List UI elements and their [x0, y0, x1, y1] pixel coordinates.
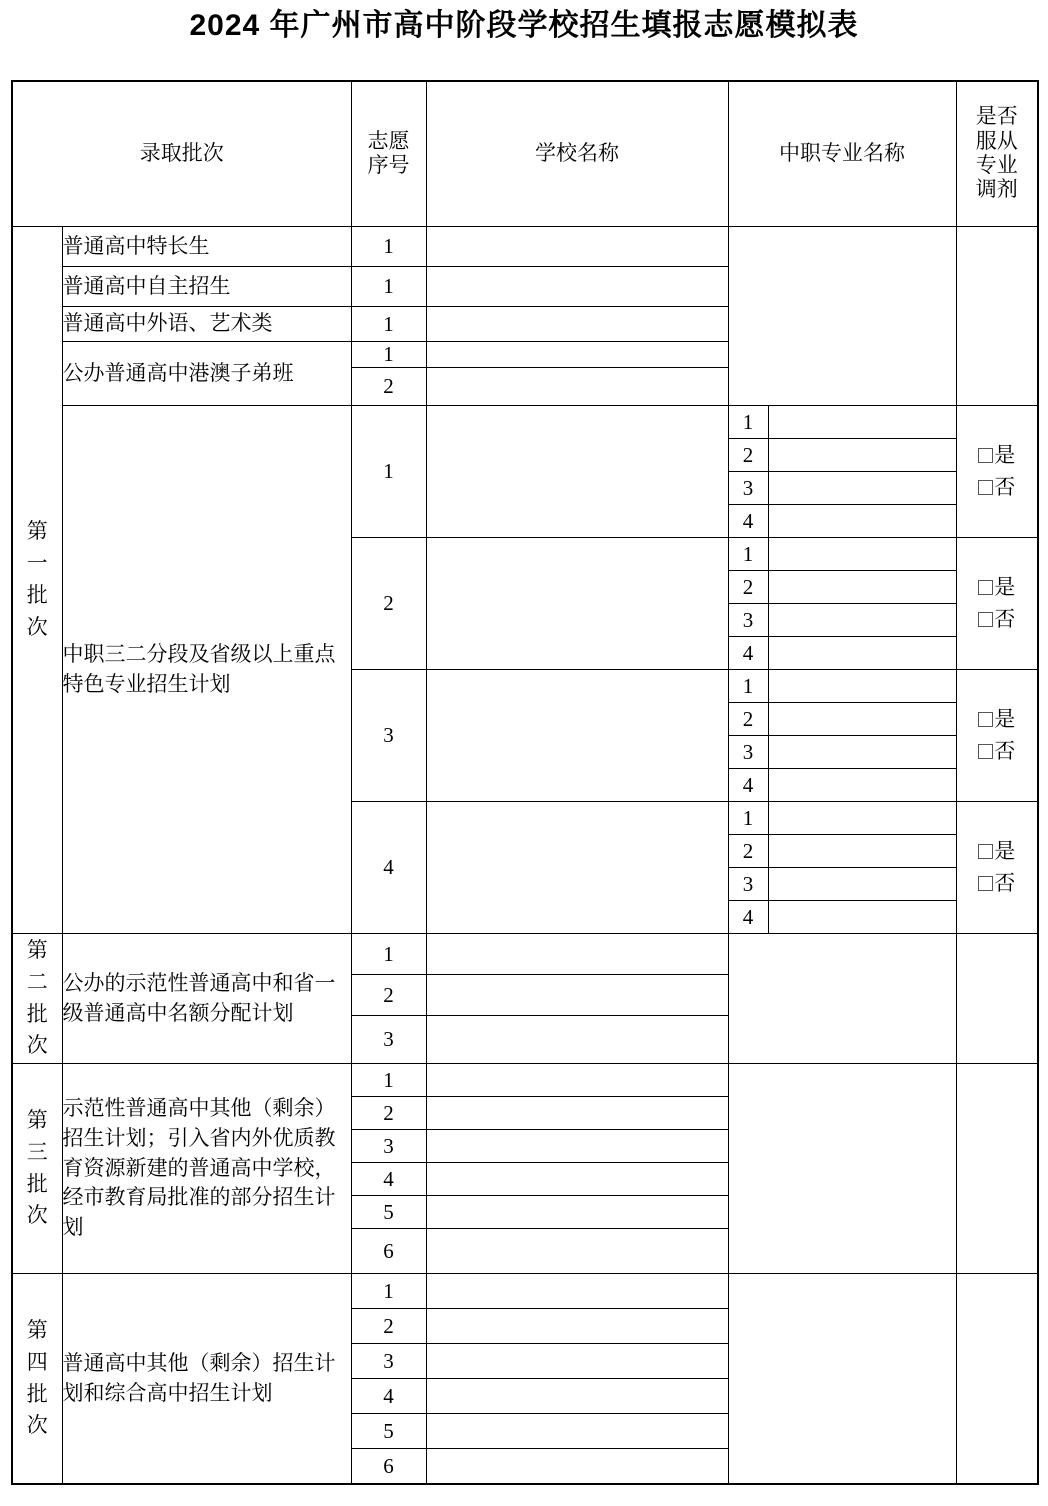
header-cell-school-name: 学校名称: [426, 81, 728, 227]
page-title: 2024 年广州市高中阶段学校招生填报志愿模拟表: [189, 9, 859, 42]
school-name-input-b3p1r2[interactable]: [426, 1097, 728, 1130]
major-name-input-b1p5w3s4[interactable]: [768, 769, 956, 802]
adjust-option-no-label-b1p5w2: 否: [994, 606, 1016, 631]
major-name-area-b2[interactable]: [728, 934, 956, 1064]
table-row: [12, 227, 1038, 267]
school-name-input-b2p1r2[interactable]: [426, 975, 728, 1016]
header-cell-wish-index: [351, 81, 426, 227]
batch-label-text-4: 第四批次: [26, 1317, 48, 1438]
checkbox-icon-yes-b1p5w3[interactable]: [978, 712, 993, 727]
school-name-input-b1p4r2[interactable]: [426, 368, 728, 406]
wish-index-cell-b3p1r3: 3: [351, 1130, 426, 1163]
wish-index-cell-b4p1r6: 6: [351, 1449, 426, 1485]
form-table-container: [0, 80, 1048, 1485]
school-name-input-b2p1r3[interactable]: [426, 1016, 728, 1064]
major-sub-index-b1p5w3s4: 4: [728, 769, 768, 802]
adjust-option-yes-label-b1p5w4: 是: [994, 839, 1016, 863]
plan-label-cell-b1p1: 普通高中特长生: [62, 227, 351, 267]
wish-index-cell-b1p5w1: 1: [351, 406, 426, 538]
batch-label-cell-2: [12, 934, 62, 1064]
adjust-option-no-b1p5w4[interactable]: [957, 868, 1038, 900]
major-sub-index-b1p5w1s1: 1: [728, 406, 768, 439]
plan-label-cell-b1p4: 公办普通高中港澳子弟班: [62, 342, 351, 406]
batch-label-cell-3: [12, 1064, 62, 1274]
checkbox-icon-yes-b1p5w4[interactable]: [978, 844, 993, 859]
plan-label-cell-b4p1: 普通高中其他（剩余）招生计划和综合高中招生计划: [62, 1274, 351, 1485]
wish-index-cell-b4p1r2: 2: [351, 1309, 426, 1344]
wish-index-cell-b4p1r4: 4: [351, 1379, 426, 1414]
school-name-input-b1p3r1[interactable]: [426, 307, 728, 342]
admission-wish-form-table: [11, 80, 1039, 1485]
major-sub-index-b1p5w2s1: 1: [728, 538, 768, 571]
header-adjust-line-3: 专业: [975, 154, 1018, 177]
adjust-option-no-b1p5w2[interactable]: [957, 604, 1038, 636]
major-name-area-b3[interactable]: [728, 1064, 956, 1274]
major-sub-index-b1p5w4s1: 1: [728, 802, 768, 835]
major-sub-index-b1p5w3s3: 3: [728, 736, 768, 769]
wish-index-cell-b1p5w3: 3: [351, 670, 426, 802]
wish-index-cell-b3p1r5: 5: [351, 1196, 426, 1229]
major-sub-index-b1p5w3s2: 2: [728, 703, 768, 736]
major-name-area-b1-top[interactable]: [728, 227, 956, 406]
wish-index-cell-b3p1r1: 1: [351, 1064, 426, 1097]
major-name-area-b4[interactable]: [728, 1274, 956, 1485]
adjust-checkbox-group-b1p5w2: [956, 538, 1038, 670]
school-name-input-b3p1r6[interactable]: [426, 1229, 728, 1274]
adjust-option-yes-b1p5w1[interactable]: [957, 440, 1038, 472]
table-row: [12, 934, 1038, 975]
adjust-area-b3: [956, 1064, 1038, 1274]
adjust-option-no-label-b1p5w1: 否: [994, 474, 1016, 499]
wish-index-cell-b4p1r3: 3: [351, 1344, 426, 1379]
major-sub-index-b1p5w1s4: 4: [728, 505, 768, 538]
major-name-input-b1p5w3s2[interactable]: [768, 703, 956, 736]
school-name-input-b3p1r4[interactable]: [426, 1163, 728, 1196]
header-adjust-line-4: 调剂: [975, 178, 1018, 202]
checkbox-icon-no-b1p5w4[interactable]: [978, 876, 993, 891]
wish-index-cell-b2p1r2: 2: [351, 975, 426, 1016]
wish-index-cell-b3p1r4: 4: [351, 1163, 426, 1196]
plan-label-cell-b1p3: 普通高中外语、艺术类: [62, 307, 351, 342]
wish-index-cell-b3p1r2: 2: [351, 1097, 426, 1130]
major-name-input-b1p5w2s4[interactable]: [768, 637, 956, 670]
major-sub-index-b1p5w2s3: 3: [728, 604, 768, 637]
batch-label-text-3: 第三批次: [26, 1107, 48, 1228]
adjust-option-no-label-b1p5w4: 否: [994, 870, 1016, 895]
checkbox-icon-no-b1p5w2[interactable]: [978, 612, 993, 627]
wish-index-cell-b4p1r5: 5: [351, 1414, 426, 1449]
adjust-option-yes-b1p5w2[interactable]: [957, 572, 1038, 604]
major-sub-index-b1p5w2s4: 4: [728, 637, 768, 670]
wish-index-cell-b3p1r6: 6: [351, 1229, 426, 1274]
school-name-input-b1p5w4[interactable]: [426, 802, 728, 934]
adjust-option-yes-label-b1p5w3: 是: [994, 707, 1016, 731]
school-name-input-b4p1r4[interactable]: [426, 1379, 728, 1414]
major-name-input-b1p5w4s3[interactable]: [768, 868, 956, 901]
wish-index-cell-b1p1r1: 1: [351, 227, 426, 267]
adjust-area-b4: [956, 1274, 1038, 1485]
batch-label-text-2: 第二批次: [26, 937, 48, 1058]
adjust-option-no-b1p5w1[interactable]: [957, 472, 1038, 504]
adjust-checkbox-group-b1p5w4: [956, 802, 1038, 934]
major-name-input-b1p5w3s3[interactable]: [768, 736, 956, 769]
wish-index-cell-b1p5w2: 2: [351, 538, 426, 670]
adjust-option-no-b1p5w3[interactable]: [957, 736, 1038, 768]
wish-index-cell-b1p2r1: 1: [351, 267, 426, 307]
wish-index-cell-b4p1r1: 1: [351, 1274, 426, 1309]
checkbox-icon-no-b1p5w1[interactable]: [978, 480, 993, 495]
adjust-option-yes-b1p5w3[interactable]: [957, 704, 1038, 736]
major-sub-index-b1p5w1s2: 2: [728, 439, 768, 472]
school-name-input-b1p4r1[interactable]: [426, 342, 728, 368]
wish-index-cell-b2p1r1: 1: [351, 934, 426, 975]
header-adjust-line-1: 是否: [975, 105, 1018, 129]
school-name-input-b4p1r2[interactable]: [426, 1309, 728, 1344]
table-row: [12, 1064, 1038, 1097]
major-sub-index-b1p5w1s3: 3: [728, 472, 768, 505]
major-name-input-b1p5w4s2[interactable]: [768, 835, 956, 868]
header-adjust-line-2: 服从: [975, 129, 1018, 153]
school-name-input-b1p1r1[interactable]: [426, 227, 728, 267]
adjust-checkbox-group-b1p5w3: [956, 670, 1038, 802]
major-sub-index-b1p5w2s2: 2: [728, 571, 768, 604]
school-name-input-b1p5w2[interactable]: [426, 538, 728, 670]
major-name-input-b1p5w1s4[interactable]: [768, 505, 956, 538]
table-row: [12, 406, 1038, 439]
header-cell-major-name: 中职专业名称: [728, 81, 956, 227]
school-name-input-b1p2r1[interactable]: [426, 267, 728, 307]
major-name-input-b1p5w2s2[interactable]: [768, 571, 956, 604]
school-name-input-b1p5w3[interactable]: [426, 670, 728, 802]
school-name-input-b3p1r1[interactable]: [426, 1064, 728, 1097]
major-name-input-b1p5w1s3[interactable]: [768, 472, 956, 505]
major-sub-index-b1p5w4s3: 3: [728, 868, 768, 901]
school-name-input-b2p1r1[interactable]: [426, 934, 728, 975]
major-name-input-b1p5w2s3[interactable]: [768, 604, 956, 637]
plan-label-cell-b1p2: 普通高中自主招生: [62, 267, 351, 307]
header-wish-index-line-2: 序号: [367, 154, 410, 177]
school-name-input-b3p1r5[interactable]: [426, 1196, 728, 1229]
adjust-area-b1-top: [956, 227, 1038, 406]
wish-index-cell-b2p1r3: 3: [351, 1016, 426, 1064]
school-name-input-b1p5w1[interactable]: [426, 406, 728, 538]
plan-label-cell-b3p1: 示范性普通高中其他（剩余）招生计划；引入省内外优质教育资源新建的普通高中学校，经市教育局批准的部分招生计划: [62, 1064, 351, 1274]
major-name-input-b1p5w1s1[interactable]: [768, 406, 956, 439]
batch-label-cell-1: [12, 227, 62, 934]
batch-label-cell-4: [12, 1274, 62, 1485]
adjust-option-yes-label-b1p5w2: 是: [994, 575, 1016, 599]
major-sub-index-b1p5w4s2: 2: [728, 835, 768, 868]
header-wish-index-line-1: 志愿: [367, 129, 410, 153]
major-sub-index-b1p5w3s1: 1: [728, 670, 768, 703]
wish-index-cell-b1p3r1: 1: [351, 307, 426, 342]
header-cell-batch: 录取批次: [12, 81, 351, 227]
plan-label-cell-b2p1: 公办的示范性普通高中和省一级普通高中名额分配计划: [62, 934, 351, 1064]
batch-label-text-1: 第一批次: [26, 519, 48, 639]
school-name-input-b4p1r5[interactable]: [426, 1414, 728, 1449]
major-name-input-b1p5w3s1[interactable]: [768, 670, 956, 703]
school-name-input-b3p1r3[interactable]: [426, 1130, 728, 1163]
checkbox-icon-yes-b1p5w2[interactable]: [978, 580, 993, 595]
adjust-option-yes-b1p5w4[interactable]: [957, 836, 1038, 868]
school-name-input-b4p1r1[interactable]: [426, 1274, 728, 1309]
major-name-input-b1p5w4s4[interactable]: [768, 901, 956, 934]
adjust-checkbox-group-b1p5w1: [956, 406, 1038, 538]
checkbox-icon-yes-b1p5w1[interactable]: [978, 448, 993, 463]
adjust-option-yes-label-b1p5w1: 是: [994, 443, 1016, 467]
table-header-row: [12, 81, 1038, 227]
major-name-input-b1p5w2s1[interactable]: [768, 538, 956, 571]
school-name-input-b4p1r6[interactable]: [426, 1449, 728, 1485]
major-sub-index-b1p5w4s4: 4: [728, 901, 768, 934]
major-name-input-b1p5w1s2[interactable]: [768, 439, 956, 472]
plan-label-cell-b1p5: 中职三二分段及省级以上重点特色专业招生计划: [62, 406, 351, 934]
wish-index-cell-b1p4r2: 2: [351, 368, 426, 406]
checkbox-icon-no-b1p5w3[interactable]: [978, 744, 993, 759]
major-name-input-b1p5w4s1[interactable]: [768, 802, 956, 835]
table-row: [12, 1274, 1038, 1309]
wish-index-cell-b1p5w4: 4: [351, 802, 426, 934]
adjust-area-b2: [956, 934, 1038, 1064]
header-cell-adjust: [956, 81, 1038, 227]
school-name-input-b4p1r3[interactable]: [426, 1344, 728, 1379]
wish-index-cell-b1p4r1: 1: [351, 342, 426, 368]
adjust-option-no-label-b1p5w3: 否: [994, 738, 1016, 763]
